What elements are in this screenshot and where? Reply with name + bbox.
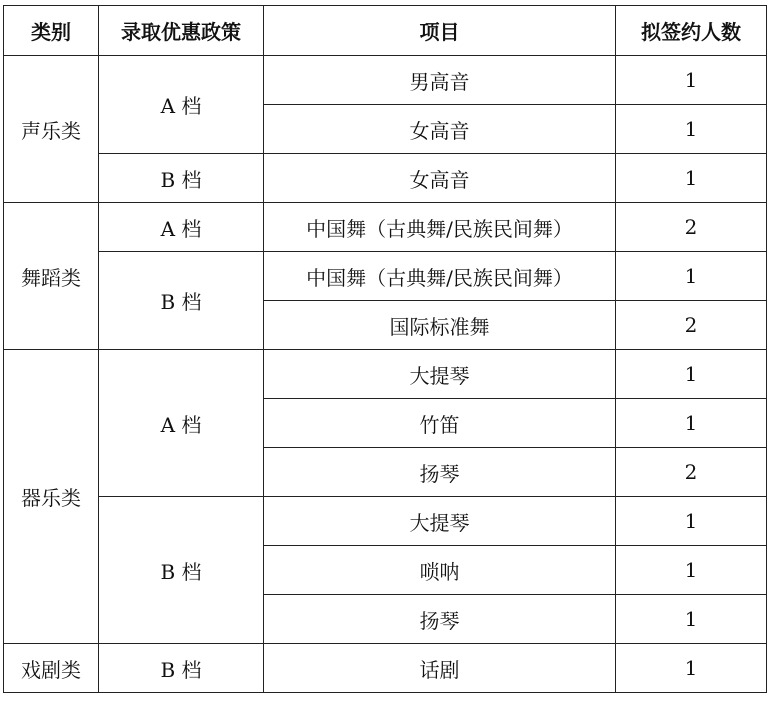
count-cell: 2 xyxy=(616,448,767,497)
tier-cell: B 档 xyxy=(99,644,264,693)
tier-cell: A 档 xyxy=(99,56,264,154)
item-cell: 扬琴 xyxy=(264,595,616,644)
item-cell: 唢呐 xyxy=(264,546,616,595)
tier-cell: B 档 xyxy=(99,497,264,644)
category-cell: 戏剧类 xyxy=(4,644,99,693)
header-category: 类别 xyxy=(4,6,99,56)
header-policy: 录取优惠政策 xyxy=(99,6,264,56)
table-row xyxy=(4,497,767,546)
item-cell: 扬琴 xyxy=(264,448,616,497)
count-cell: 1 xyxy=(616,644,767,693)
item-cell: 大提琴 xyxy=(264,350,616,399)
count-cell: 1 xyxy=(616,350,767,399)
count-cell: 1 xyxy=(616,497,767,546)
count-cell: 1 xyxy=(616,546,767,595)
table-row xyxy=(4,252,767,301)
category-cell: 声乐类 xyxy=(4,56,99,203)
item-cell: 中国舞（古典舞/民族民间舞） xyxy=(264,203,616,252)
count-cell: 1 xyxy=(616,595,767,644)
table-row xyxy=(4,154,767,203)
item-cell: 国际标准舞 xyxy=(264,301,616,350)
tier-cell: A 档 xyxy=(99,203,264,252)
item-cell: 竹笛 xyxy=(264,399,616,448)
table-row xyxy=(4,644,767,693)
enrollment-table xyxy=(3,5,767,693)
count-cell: 1 xyxy=(616,105,767,154)
header-count: 拟签约人数 xyxy=(616,6,767,56)
count-cell: 2 xyxy=(616,301,767,350)
item-cell: 女高音 xyxy=(264,154,616,203)
count-cell: 1 xyxy=(616,154,767,203)
tier-cell: B 档 xyxy=(99,252,264,350)
category-cell: 器乐类 xyxy=(4,350,99,644)
count-cell: 1 xyxy=(616,399,767,448)
table-row xyxy=(4,350,767,399)
item-cell: 话剧 xyxy=(264,644,616,693)
count-cell: 1 xyxy=(616,56,767,105)
tier-cell: B 档 xyxy=(99,154,264,203)
count-cell: 2 xyxy=(616,203,767,252)
item-cell: 大提琴 xyxy=(264,497,616,546)
tier-cell: A 档 xyxy=(99,350,264,497)
header-item: 项目 xyxy=(264,6,616,56)
table-row xyxy=(4,203,767,252)
item-cell: 女高音 xyxy=(264,105,616,154)
item-cell: 男高音 xyxy=(264,56,616,105)
count-cell: 1 xyxy=(616,252,767,301)
header-row xyxy=(4,6,767,56)
category-cell: 舞蹈类 xyxy=(4,203,99,350)
item-cell: 中国舞（古典舞/民族民间舞） xyxy=(264,252,616,301)
table-row xyxy=(4,56,767,105)
